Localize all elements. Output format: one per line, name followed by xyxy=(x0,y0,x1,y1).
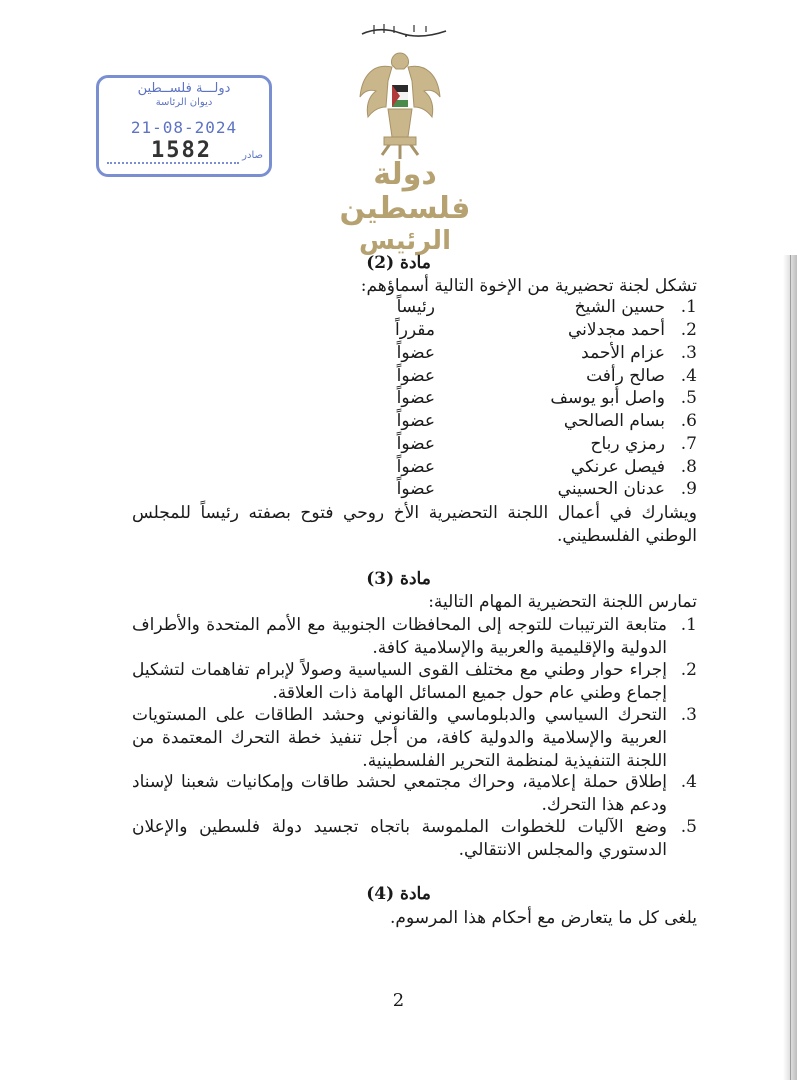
page-number: 2 xyxy=(392,990,405,1011)
article-3-title: مادة (3) xyxy=(366,569,431,589)
member-row xyxy=(0,366,797,388)
article-4-title: مادة (4) xyxy=(366,884,431,904)
emblem-line-state: دولة فلسطين xyxy=(339,157,471,226)
stamp-label: صادر xyxy=(242,150,263,161)
member-number: 6. xyxy=(680,411,697,431)
member-name: عزام الأحمد xyxy=(581,343,665,363)
task-item xyxy=(132,614,697,660)
presidency-stamp xyxy=(96,75,272,177)
member-role: عضواً xyxy=(396,343,435,363)
bismillah-calligraphy xyxy=(360,22,448,38)
article-3-intro: تمارس اللجنة التحضيرية المهام التالية: xyxy=(428,592,697,612)
palestine-eagle-emblem xyxy=(352,45,448,165)
member-role: عضواً xyxy=(396,411,435,431)
member-role: عضواً xyxy=(396,388,435,408)
member-row xyxy=(0,457,797,479)
task-item xyxy=(132,704,697,773)
member-number: 1. xyxy=(680,297,697,317)
task-text: إجراء حوار وطني مع مختلف القوى السياسية وصولاً لإبرام تفاهمات لتشكيل إجماع وطني عام حول جميع المسائل الهامة ذات العلاقة. xyxy=(132,660,667,703)
member-role: عضواً xyxy=(396,366,435,386)
member-number: 3. xyxy=(680,343,697,363)
task-text: متابعة الترتيبات للتوجه إلى المحافظات الجنوبية مع الأمم المتحدة والأطراف الدولية والإقليمية والعربية والإسلامية كافة. xyxy=(132,615,667,658)
member-name: فيصل عرنكي xyxy=(570,457,665,477)
article-2-title: مادة (2) xyxy=(366,253,431,273)
task-text: التحرك السياسي والدبلوماسي والقانوني وحشد الطاقات على المستويات العربية والإسلامية والدولية كافة، من أجل تنفيذ خطة التحرك المعتمدة من اللجنة التنفيذية لمنظمة التحرير الفلسطينية. xyxy=(132,705,667,771)
task-item xyxy=(132,771,697,817)
member-name: صالح رأفت xyxy=(586,366,665,386)
article-2-intro: تشكل لجنة تحضيرية من الإخوة التالية أسماؤهم: xyxy=(360,276,697,296)
task-text: إطلاق حملة إعلامية، وحراك مجتمعي لحشد طاقات وإمكانيات شعبنا لإسناد ودعم هذا التحرك. xyxy=(132,772,667,815)
member-name: بسام الصالحي xyxy=(563,411,665,431)
task-item xyxy=(132,659,697,705)
member-role: عضواً xyxy=(396,434,435,454)
task-text: وضع الآليات للخطوات الملموسة باتجاه تجسيد دولة فلسطين والإعلان الدستوري والمجلس الانتقالي. xyxy=(132,817,667,860)
task-number: 1. xyxy=(680,615,697,635)
member-row xyxy=(0,343,797,365)
member-row xyxy=(0,320,797,342)
task-number: 3. xyxy=(680,705,697,725)
task-number: 2. xyxy=(680,660,697,680)
member-row xyxy=(0,479,797,501)
member-name: واصل أبو يوسف xyxy=(550,388,665,408)
member-role: مقرراً xyxy=(394,320,435,340)
member-number: 4. xyxy=(680,366,697,386)
emblem-text xyxy=(335,158,475,256)
member-number: 7. xyxy=(680,434,697,454)
stamp-line1: دولـــة فلســطين xyxy=(137,81,231,96)
member-name: أحمد مجدلاني xyxy=(568,320,665,340)
member-row xyxy=(0,434,797,456)
member-number: 8. xyxy=(680,457,697,477)
article-2-note: ويشارك في أعمال اللجنة التحضيرية الأخ روحي فتوح بصفته رئيساً للمجلس الوطني الفلسطيني. xyxy=(132,503,697,546)
member-role: رئيساً xyxy=(396,297,435,317)
stamp-number: 1582 xyxy=(151,138,212,163)
member-role: عضواً xyxy=(396,479,435,499)
member-row xyxy=(0,297,797,319)
stamp-date: 21-08-2024 xyxy=(130,118,238,137)
member-name: رمزي رباح xyxy=(590,434,665,454)
stamp-line2: ديوان الرئاسة xyxy=(155,97,213,108)
task-number: 4. xyxy=(680,772,697,792)
member-role: عضواً xyxy=(396,457,435,477)
member-number: 2. xyxy=(680,320,697,340)
member-number: 9. xyxy=(680,479,697,499)
member-row xyxy=(0,411,797,433)
article-4-text: يلغى كل ما يتعارض مع أحكام هذا المرسوم. xyxy=(390,908,697,928)
member-name: عدنان الحسيني xyxy=(557,479,665,499)
emblem-line-president: الرئيس xyxy=(359,226,451,256)
task-number: 5. xyxy=(680,817,697,837)
member-name: حسين الشيخ xyxy=(574,297,665,317)
task-item xyxy=(132,816,697,862)
member-row xyxy=(0,388,797,410)
member-number: 5. xyxy=(680,388,697,408)
